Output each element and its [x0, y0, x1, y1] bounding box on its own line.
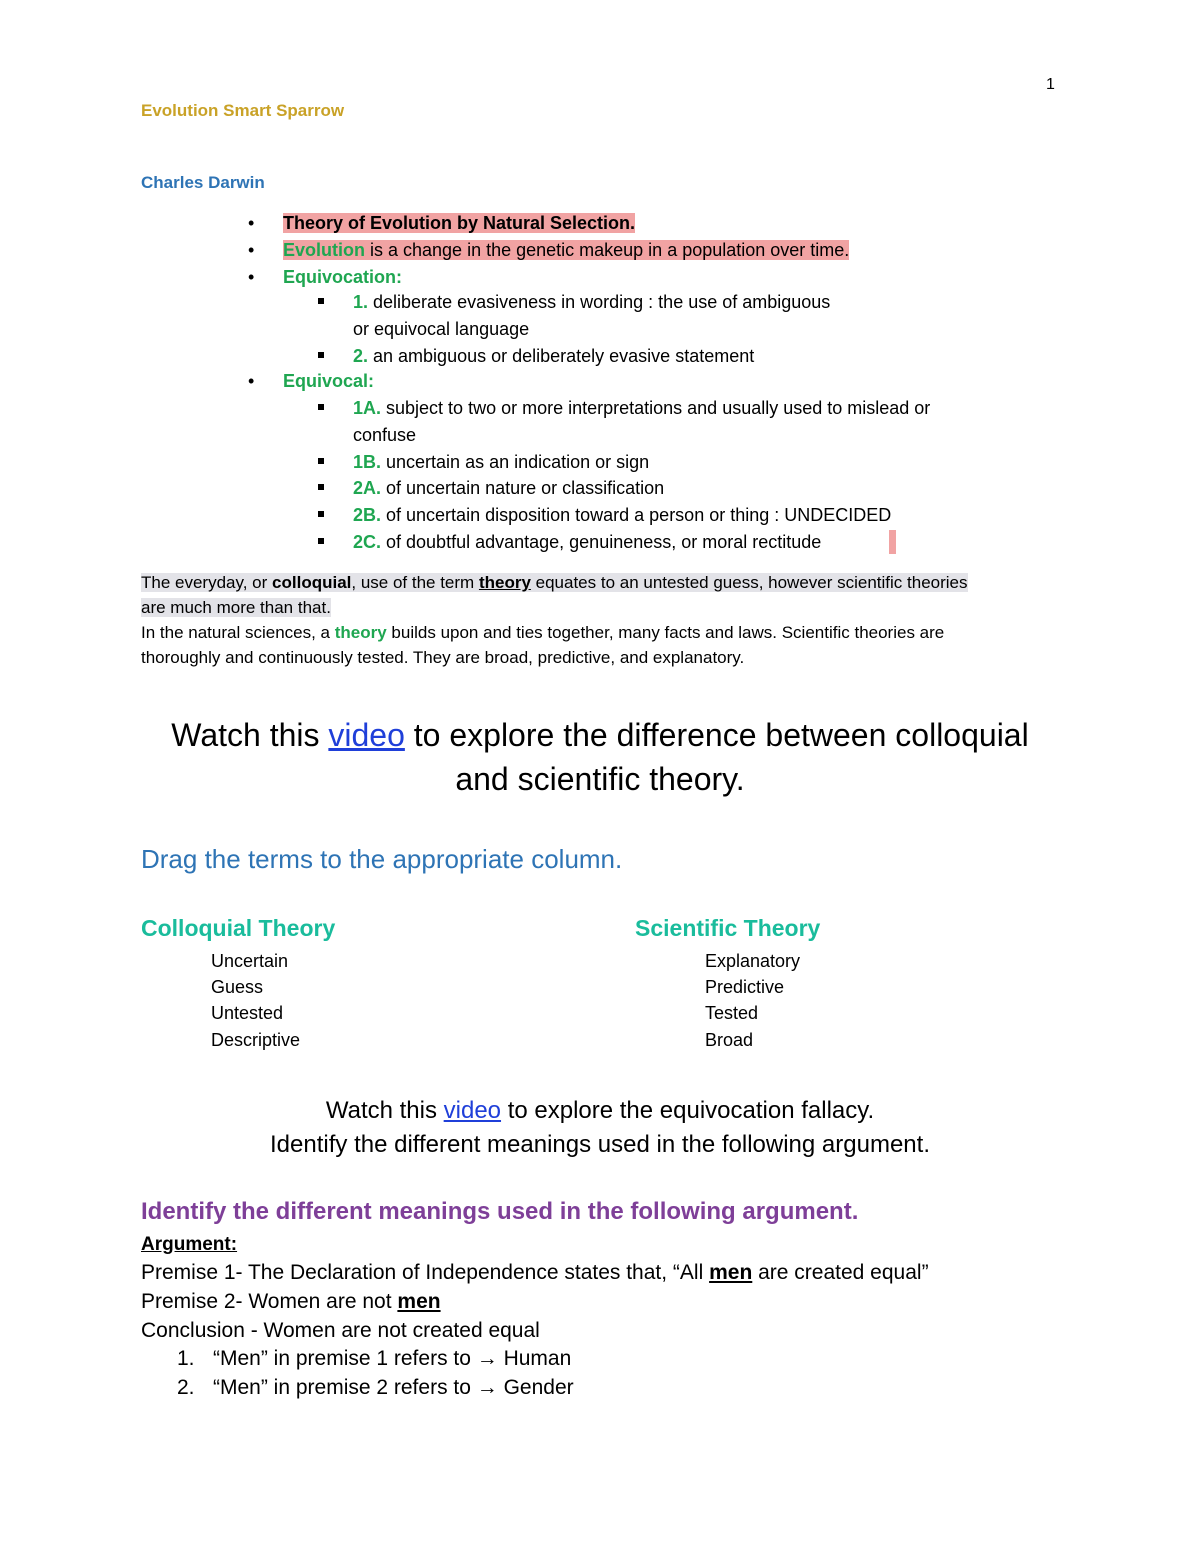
bullet-dot: •	[248, 213, 255, 233]
square-bullet	[318, 538, 324, 544]
equivocal-heading: Equivocal:	[283, 371, 375, 391]
item-text: deliberate evasiveness in wording : the use of ambiguous	[368, 292, 831, 312]
list-number: 1.	[177, 1347, 195, 1370]
conclusion: Conclusion - Women are not created equal	[141, 1319, 540, 1342]
square-bullet	[318, 298, 324, 304]
square-bullet	[318, 404, 324, 410]
document-title: Evolution Smart Sparrow	[141, 101, 345, 120]
item-text: subject to two or more interpretations and usually used to mislead or	[381, 398, 931, 418]
text-run: thoroughly and continuously tested. They are broad, predictive, and explanatory.	[141, 648, 745, 667]
text-run: to explore the equivocation fallacy.	[501, 1097, 875, 1124]
drag-term[interactable]: Explanatory	[705, 951, 801, 971]
item-number: 1.	[353, 292, 369, 312]
square-bullet	[318, 511, 324, 517]
item-number: 2.	[353, 346, 369, 366]
colloquial-term: colloquial	[272, 573, 352, 592]
equivocation-item	[353, 291, 830, 313]
evolution-definition: is a change in the genetic makeup in a population over time.	[365, 240, 850, 260]
item-number: 1A.	[353, 398, 382, 418]
equivocal-item	[353, 504, 891, 526]
text-run: Watch this	[171, 717, 329, 753]
equivocation-item-continued: or equivocal language	[353, 319, 530, 339]
bullet-evolution	[283, 239, 849, 261]
equivocal-item	[353, 477, 664, 499]
item-number: 2C.	[353, 532, 382, 552]
item-text: an ambiguous or deliberately evasive statement	[368, 346, 755, 366]
theory-term: theory	[334, 623, 387, 642]
text-run: The everyday, or	[141, 573, 273, 592]
equivocal-item-continued: confuse	[353, 425, 417, 445]
item-text: uncertain as an indication or sign	[381, 452, 650, 472]
watch-video-heading-line2: and scientific theory.	[455, 761, 745, 797]
text-run: builds upon and ties together, many facts and laws. Scientific theories are	[386, 623, 945, 642]
scientific-paragraph	[141, 620, 1061, 670]
text-run: , use of the term	[351, 573, 479, 592]
item-text: of doubtful advantage, genuineness, or moral rectitude	[381, 532, 822, 552]
square-bullet	[318, 484, 324, 490]
equivocation-item	[353, 345, 754, 367]
text-run: are much more than that.	[141, 598, 331, 617]
text-run: equates to an untested guess, however scientific theories	[530, 573, 968, 592]
drag-term[interactable]: Descriptive	[211, 1030, 301, 1050]
bullet-dot: •	[248, 240, 255, 260]
drag-term[interactable]: Tested	[705, 1003, 759, 1023]
theory-text: Theory of Evolution by Natural Selection.	[283, 213, 636, 233]
drag-term[interactable]: Guess	[211, 977, 264, 997]
item-text: of uncertain nature or classification	[381, 478, 665, 498]
drag-term[interactable]: Uncertain	[211, 951, 289, 971]
men-term: men	[709, 1261, 753, 1284]
section-heading: Charles Darwin	[141, 173, 265, 192]
text-run: to explore the difference between colloquial	[404, 717, 1029, 753]
equivocation-heading: Equivocation:	[283, 267, 403, 287]
drag-term[interactable]: Predictive	[705, 977, 785, 997]
evolution-term: Evolution	[283, 240, 365, 260]
text-run: Premise 1- The Declaration of Independence states that, “All	[141, 1261, 710, 1284]
list-item: “Men” in premise 2 refers to → Gender	[213, 1376, 574, 1399]
item-number: 2B.	[353, 505, 382, 525]
drag-term[interactable]: Untested	[211, 1003, 284, 1023]
identify-heading: Identify the different meanings used in the following argument.	[141, 1198, 859, 1225]
watch-video-heading	[0, 713, 1200, 757]
men-term: men	[397, 1290, 441, 1313]
text-run: are created equal”	[752, 1261, 929, 1284]
text-run: Premise 2- Women are not	[141, 1290, 398, 1313]
bullet-dot: •	[248, 267, 255, 287]
text-run: In the natural sciences, a	[141, 623, 335, 642]
identify-line: Identify the different meanings used in the following argument.	[270, 1131, 930, 1158]
item-text: of uncertain disposition toward a person or thing : UNDECIDED	[381, 505, 892, 525]
bullet-dot: •	[248, 371, 255, 391]
colloquial-paragraph	[141, 570, 1061, 620]
highlight-marker	[889, 530, 896, 554]
equivocal-item	[353, 531, 821, 553]
item-number: 1B.	[353, 452, 382, 472]
theory-term: theory	[478, 573, 531, 592]
argument-label: Argument:	[141, 1234, 238, 1255]
text-run: Watch this	[325, 1097, 444, 1124]
list-number: 2.	[177, 1376, 195, 1399]
colloquial-column-heading: Colloquial Theory	[141, 915, 336, 941]
watch-equivocation-line	[0, 1094, 1200, 1128]
equivocal-item	[353, 451, 649, 473]
premise-2	[141, 1287, 441, 1316]
square-bullet	[318, 458, 324, 464]
premise-1	[141, 1258, 929, 1287]
square-bullet	[318, 352, 324, 358]
bullet-theory	[283, 212, 635, 234]
equivocal-item	[353, 397, 930, 419]
scientific-column-heading: Scientific Theory	[635, 915, 821, 941]
page-number: 1	[1046, 76, 1055, 93]
video-link[interactable]: video	[328, 717, 405, 753]
item-number: 2A.	[353, 478, 382, 498]
video-link[interactable]: video	[443, 1097, 502, 1124]
list-item: “Men” in premise 1 refers to → Human	[213, 1347, 572, 1370]
drag-instruction: Drag the terms to the appropriate column.	[141, 844, 623, 874]
drag-term[interactable]: Broad	[705, 1030, 754, 1050]
